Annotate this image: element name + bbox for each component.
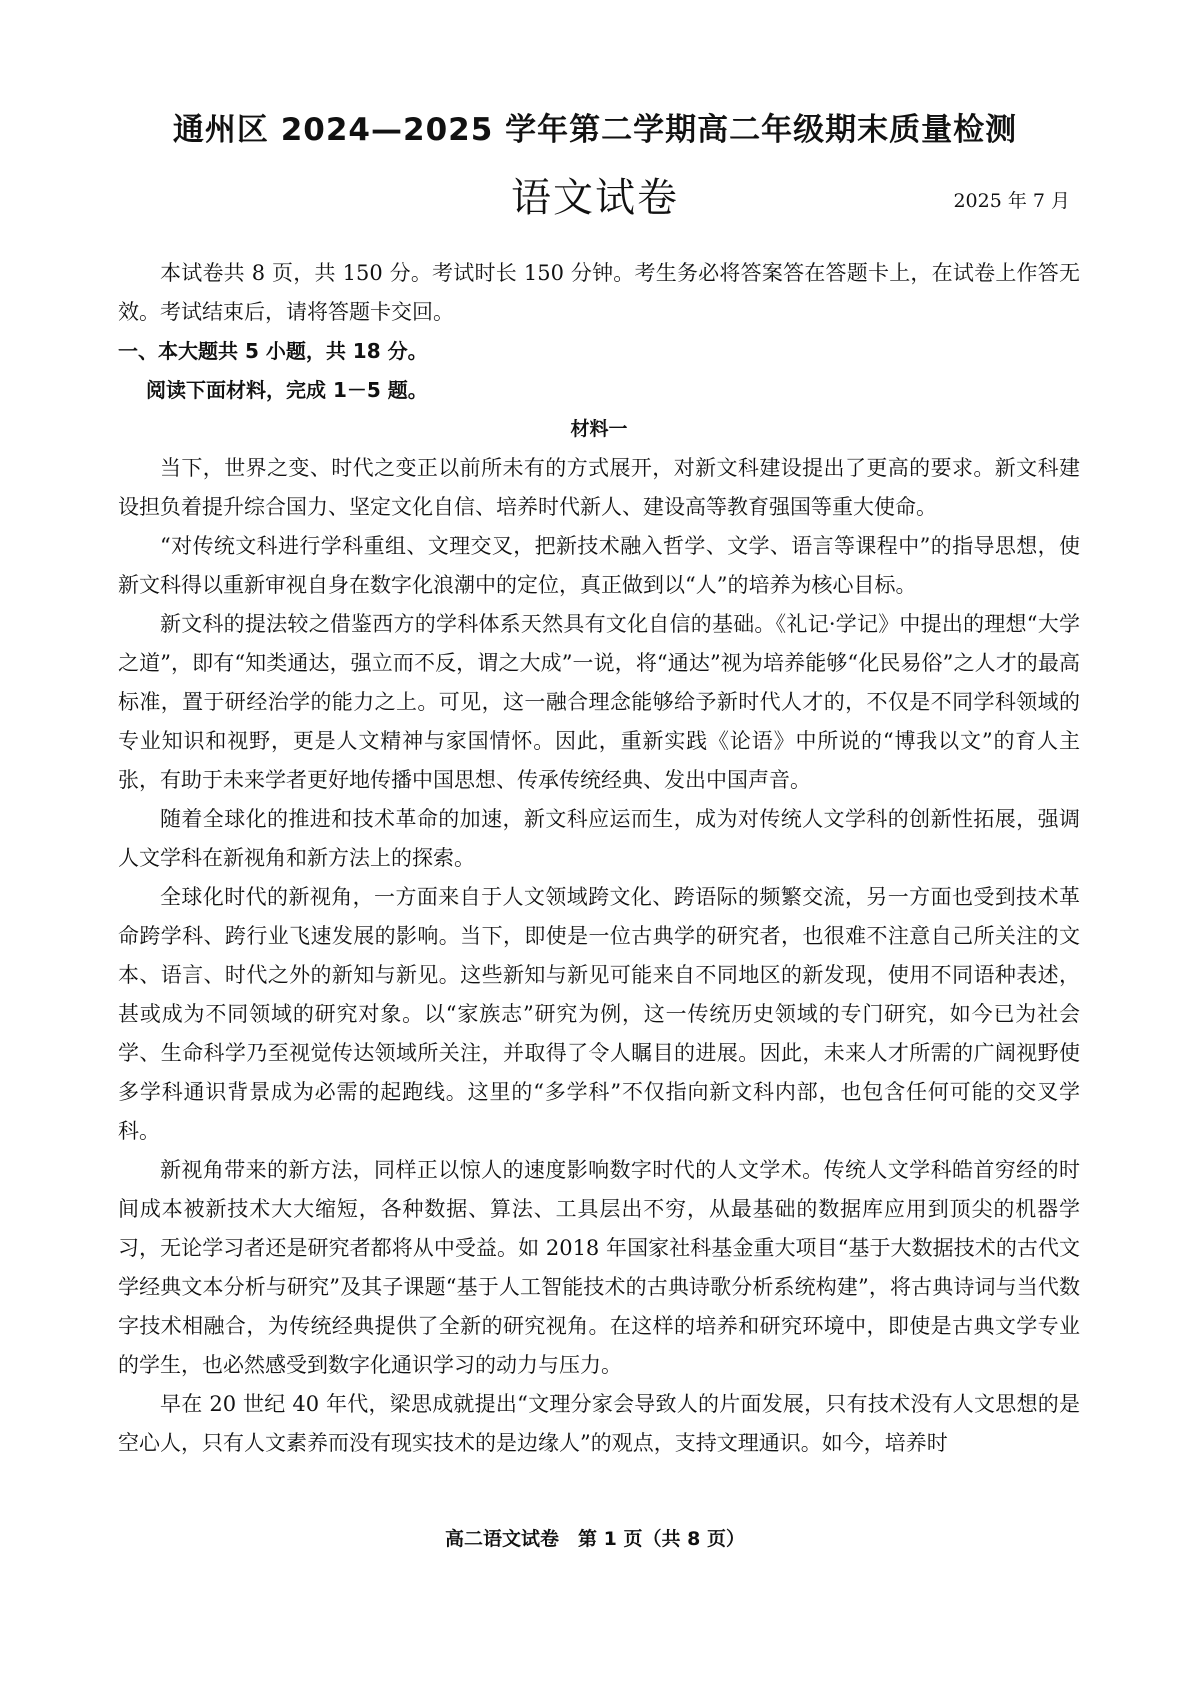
page-footer: 高二语文试卷 第 1 页（共 8 页）: [445, 1528, 745, 1550]
material-title: 材料一: [570, 418, 628, 440]
exam-date: 2025 年 7 月: [953, 190, 1070, 212]
paragraph: 全球化时代的新视角，一方面来自于人文领域跨文化、跨语际的频繁交流，另一方面也受到技术革命跨学科、跨行业飞速发展的影响。当下，即使是一位古典学的研究者，也很难不注意自己所关注的文本、语言、时代之外的新知与新见。这些新知与新见可能来自不同地区的新发现，使用不同语种表述，甚或成为不同领域的研究对象。以“家族志”研究为例，这一传统历史领域的专门研究，如今已为社会学、生命科学乃至视觉传达领域所关注，并取得了令人瞩目的进展。因此，未来人才所需的广阔视野使多学科通识背景成为必需的起跑线。这里的“多学科”不仅指向新文科内部，也包含任何可能的交叉学科。: [118, 885, 1080, 1143]
paragraph: “对传统文科进行学科重组、文理交叉，把新技术融入哲学、文学、语言等课程中”的指导思想，使新文科得以重新审视自身在数字化浪潮中的定位，真正做到以“人”的培养为核心目标。: [118, 534, 1080, 597]
section-heading: 一、本大题共 5 小题，共 18 分。: [118, 339, 428, 363]
paragraph: 新视角带来的新方法，同样正以惊人的速度影响数字时代的人文学术。传统人文学科皓首穷经的时间成本被新技术大大缩短，各种数据、算法、工具层出不穷，从最基础的数据库应用到顶尖的机器学习，无论学习者还是研究者都将从中受益。如 2018 年国家社科基金重大项目“基于大数据技术的古代文学经典文本分析与研究”及其子课题“基于人工智能技术的古典诗歌分析系统构建”，将古典诗词与当代数字技术相融合，为传统经典提供了全新的研究视角。在这样的培养和研究环境中，即使是古典文学专业的学生，也必然感受到数字化通识学习的动力与压力。: [118, 1158, 1080, 1377]
paragraph: 早在 20 世纪 40 年代，梁思成就提出“文理分家会导致人的片面发展，只有技术没有人文思想的是空心人，只有人文素养而没有现实技术的是边缘人”的观点，支持文理通识。如今，培养时: [118, 1392, 1080, 1455]
paragraph: 新文科的提法较之借鉴西方的学科体系天然具有文化自信的基础。《礼记·学记》中提出的理想“大学之道”，即有“知类通达，强立而不反，谓之大成”一说，将“通达”视为培养能够“化民易俗”之人才的最高标准，置于研经治学的能力之上。可见，这一融合理念能够给予新时代人才的，不仅是不同学科领域的专业知识和视野，更是人文精神与家国情怀。因此，重新实践《论语》中所说的“博我以文”的育人主张，有助于未来学者更好地传播中国思想、传承传统经典、发出中国声音。: [118, 612, 1080, 792]
reading-instruction: 阅读下面材料，完成 1－5 题。: [146, 378, 428, 402]
exam-subtitle: 语文试卷: [511, 175, 679, 221]
paragraph: 随着全球化的推进和技术革命的加速，新文科应运而生，成为对传统人文学科的创新性拓展，强调人文学科在新视角和新方法上的探索。: [118, 807, 1080, 870]
exam-instructions: 本试卷共 8 页，共 150 分。考试时长 150 分钟。考生务必将答案答在答题卡上，在试卷上作答无效。考试结束后，请将答题卡交回。: [118, 261, 1080, 324]
paragraph: 当下，世界之变、时代之变正以前所未有的方式展开，对新文科建设提出了更高的要求。新文科建设担负着提升综合国力、坚定文化自信、培养时代新人、建设高等教育强国等重大使命。: [118, 456, 1080, 519]
exam-title: 通州区 2024—2025 学年第二学期高二年级期末质量检测: [172, 112, 1018, 148]
exam-body: [118, 254, 1080, 1463]
